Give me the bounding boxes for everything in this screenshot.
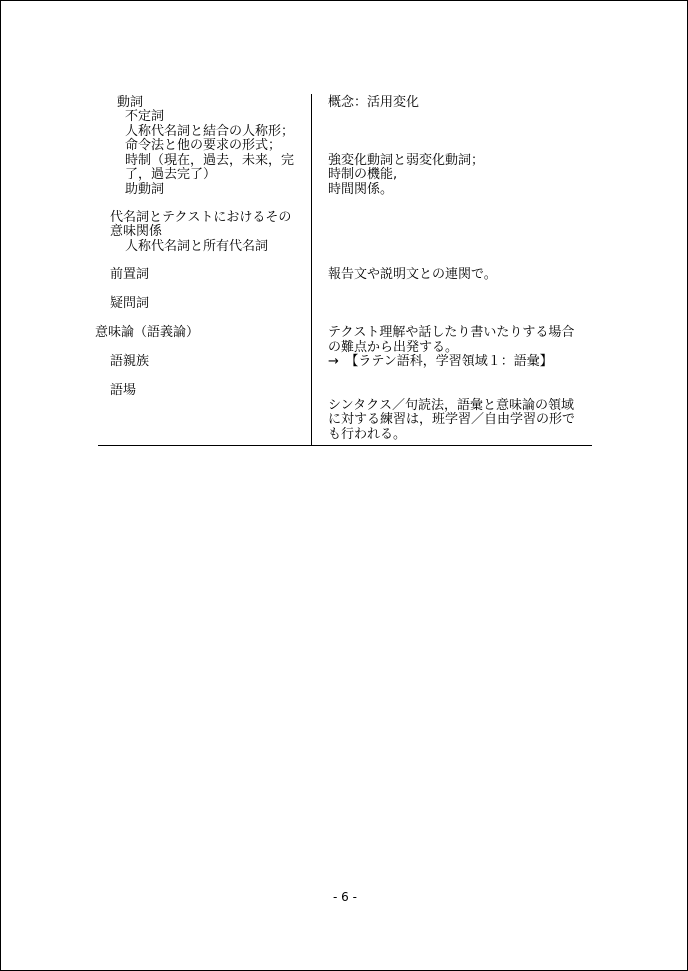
right-practice-line3: も行われる。: [328, 427, 407, 442]
right-difficulty-line2: の難点から出発する。: [328, 340, 459, 355]
left-word-field: 語場: [110, 383, 137, 398]
left-aux-verb: 助動詞: [125, 182, 165, 197]
right-practice-line1: シンタクス／句読法，語彙と意味論の領域: [328, 398, 575, 413]
right-strong-weak: 強変化動詞と弱変化動詞；: [328, 153, 485, 168]
left-infinitive: 不定詞: [125, 109, 165, 124]
left-tense-line1: 時制（現在，過去，未来，完: [125, 153, 295, 168]
left-tense-line2: 了，過去完了）: [125, 167, 217, 182]
left-personal-possessive: 人称代名詞と所有代名詞: [125, 239, 269, 254]
column-divider: [311, 94, 312, 446]
left-imperative: 命令法と他の要求の形式；: [125, 138, 282, 153]
left-word-family: 語親族: [110, 354, 150, 369]
right-time-relation: 時間関係。: [328, 182, 394, 197]
left-interrogative: 疑問詞: [110, 296, 150, 311]
left-verb: 動詞: [117, 95, 144, 110]
left-pronoun-line2: 意味関係: [110, 224, 163, 239]
left-personal-form: 人称代名詞と結合の人称形；: [125, 124, 295, 139]
bottom-rule: [98, 445, 592, 446]
right-tense-function: 時制の機能,: [328, 167, 398, 182]
left-preposition: 前置詞: [110, 267, 150, 282]
right-difficulty-line1: テクスト理解や話したり書いたりする場合: [328, 325, 575, 340]
left-semantics: 意味論（語義論）: [95, 325, 200, 340]
left-pronoun-line1: 代名詞とテクストにおけるその: [110, 210, 292, 225]
right-practice-line2: に対する練習は，班学習／自由学習の形で: [328, 412, 576, 427]
right-concept: 概念：活用変化: [328, 95, 420, 110]
right-report-text: 報告文や説明文との連関で。: [328, 267, 497, 282]
page-number: - 6 -: [333, 890, 357, 904]
right-arrow-reference: → 【ラテン語科，学習領域１：語彙】: [328, 354, 553, 369]
